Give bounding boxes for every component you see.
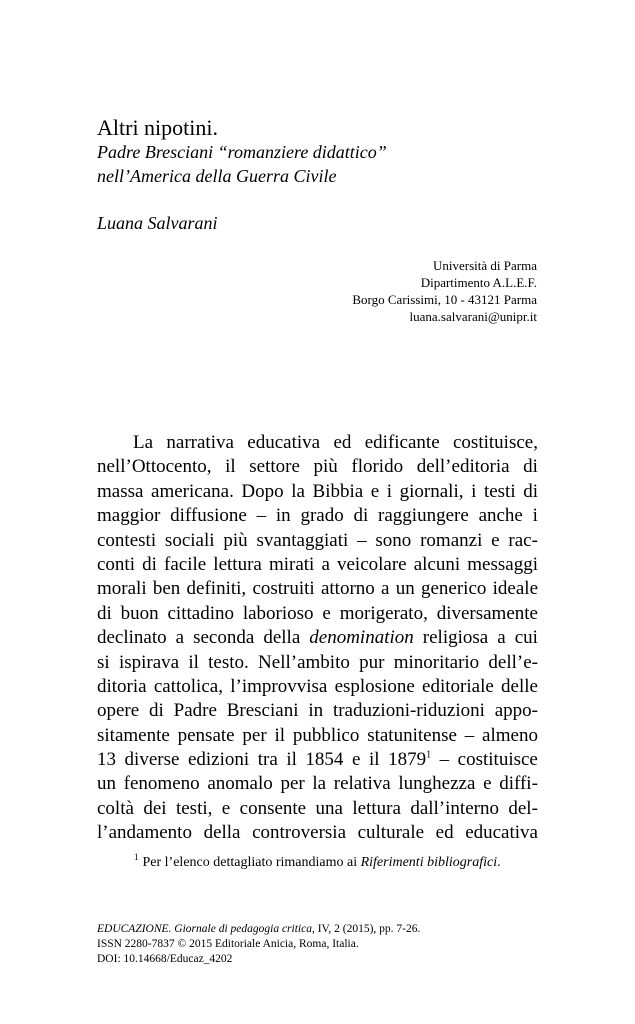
body-word: lettura [352, 797, 401, 819]
body-word: Padre [173, 700, 217, 722]
body-word: consente [239, 797, 307, 819]
affiliation-department: Dipartimento A.L.E.F. [420, 275, 537, 290]
body-word: florido [351, 456, 404, 478]
journal-issue: , IV, 2 (2015), pp. 7-26. [311, 923, 421, 935]
body-word: svantaggiati [256, 529, 349, 551]
body-word: ispirava [118, 651, 180, 673]
body-word: massa [97, 480, 144, 502]
body-word: – [357, 529, 367, 551]
body-word: edificante [364, 432, 440, 453]
body-word: contesti [97, 529, 157, 551]
body-word: – [464, 724, 475, 746]
body-word: il [286, 749, 297, 771]
body-word: cattolica, [153, 675, 223, 697]
body-line [97, 772, 538, 796]
body-word: l’improvvisa [230, 675, 328, 697]
body-word: costruiti [252, 578, 315, 600]
body-word: ed [435, 822, 454, 844]
body-word: raggiungere [378, 505, 469, 527]
body-word: e [491, 529, 500, 551]
body-line [97, 626, 538, 650]
body-word: diffusione [170, 505, 247, 527]
body-word: la [312, 773, 327, 795]
body-word: – [439, 749, 450, 771]
body-word: in [275, 505, 291, 527]
issn-line: ISSN 2280-7837 © 2015 Editoriale Anicia, Roma, Italia. [97, 938, 359, 950]
body-word: messaggi [467, 553, 538, 575]
body-word: nell’Ottocento, [97, 456, 212, 478]
body-word: delle [501, 675, 538, 697]
body-word: Bibbia [312, 480, 364, 502]
body-word: educativa [465, 822, 538, 844]
body-word: almeno [482, 724, 538, 746]
body-word: attorno [320, 578, 375, 600]
affiliation-email: luana.salvarani@unipr.it [409, 309, 537, 324]
body-word: cui [514, 627, 538, 649]
body-word: e [322, 602, 331, 624]
article-subtitle-line-1: Padre Bresciani “romanziere didattico” [97, 142, 387, 162]
body-word: – [256, 505, 267, 527]
body-line [97, 821, 538, 845]
body-word: 13 [97, 749, 116, 771]
body-word: traduzioni-riduzioni [332, 700, 485, 722]
body-word: della [203, 822, 241, 844]
body-word: coltà [97, 797, 134, 819]
body-word: un [97, 773, 116, 795]
body-word: La [133, 432, 154, 453]
body-word: veicolare [336, 553, 407, 575]
body-word: giornali, [399, 480, 464, 502]
body-word: ideale [492, 578, 538, 600]
affiliation-address: Borgo Carissimi, 10 - 43121 Parma [352, 292, 537, 307]
body-word: 1879$^1$ [388, 749, 432, 771]
body-word: una [315, 797, 343, 819]
body-word: i [386, 480, 393, 502]
body-word: religiosa [422, 627, 489, 649]
body-word: relativa [333, 773, 391, 795]
body-word: della [263, 627, 301, 649]
body-word: dell’editoria [416, 456, 510, 478]
body-word: a [175, 627, 185, 649]
body-word: grado [300, 505, 344, 527]
body-word: testi [483, 480, 516, 502]
body-word: di [523, 480, 538, 502]
body-word: tra [257, 749, 278, 771]
body-word: testi, [175, 797, 213, 819]
body-line [97, 675, 538, 699]
body-word: diversamente [436, 602, 538, 624]
body-line [97, 724, 538, 748]
body-word: anomalo [207, 773, 273, 795]
body-line [97, 748, 538, 772]
body-word: testo. [208, 651, 249, 673]
affiliation-university: Università di Parma [433, 258, 537, 273]
doi-line: DOI: 10.14668/Educaz_4202 [97, 953, 233, 965]
body-word: ed [333, 432, 352, 453]
body-word: di [142, 553, 157, 575]
body-line [97, 651, 538, 675]
body-word: facile [164, 553, 207, 575]
body-word: narrativa [166, 432, 234, 453]
body-word: rac- [508, 529, 538, 551]
body-word: settore [249, 456, 300, 478]
footnote-number: 1 [134, 852, 139, 863]
article-subtitle-line-2: nell’America della Guerra Civile [97, 166, 337, 186]
footnote [134, 853, 554, 873]
body-word: dell’e- [488, 651, 538, 673]
body-word: lunghezza [398, 773, 476, 795]
body-word: editoriale [422, 675, 494, 697]
body-word: definiti, [186, 578, 247, 600]
body-word: pubblico [292, 724, 360, 746]
body-line [97, 529, 538, 553]
body-word: per [242, 724, 267, 746]
body-word: si [97, 651, 110, 673]
body-line [97, 797, 538, 821]
body-line [97, 431, 538, 455]
body-word: costituisce, [453, 432, 538, 453]
body-word: romanzi [420, 529, 483, 551]
body-word: di [523, 456, 538, 478]
body-word: l’andamento [97, 822, 192, 844]
body-word: Dopo [241, 480, 284, 502]
body-word: morali [97, 578, 147, 600]
footnote-italic-ref: Riferimenti bibliografici [360, 855, 498, 870]
body-word: sitamente [97, 724, 170, 746]
author-name: Luana Salvarani [97, 213, 218, 233]
body-word: i [532, 505, 538, 527]
body-word: più [223, 529, 248, 551]
body-word: mirati [268, 553, 315, 575]
body-word: pensate [177, 724, 235, 746]
body-word: in [308, 700, 324, 722]
body-word: generico [420, 578, 487, 600]
body-line [97, 699, 538, 723]
body-word: e [351, 749, 361, 771]
body-line [97, 602, 538, 626]
body-word: di [353, 505, 369, 527]
body-word: il [368, 749, 380, 771]
body-word: il [274, 724, 286, 746]
body-word: la [291, 480, 305, 502]
body-word: conti [97, 553, 135, 575]
body-word: denomination [309, 627, 414, 649]
body-word: declinato [97, 627, 167, 649]
body-word: Bresciani [226, 700, 299, 722]
body-word: 1854 [305, 749, 344, 771]
article-title: Altri nipotini. [97, 115, 218, 140]
body-word: il [225, 456, 236, 478]
body-word: minoritario [393, 651, 480, 673]
body-word: i [471, 480, 477, 502]
body-word: controversia [252, 822, 346, 844]
journal-citation [97, 921, 420, 937]
body-word: culturale [357, 822, 425, 844]
body-word: più [313, 456, 338, 478]
body-word: dei [143, 797, 167, 819]
body-word: un [395, 578, 415, 600]
body-word: costituisce [457, 749, 538, 771]
footnote-end: . [497, 855, 501, 870]
body-word: di [149, 700, 164, 722]
body-word: dall’interno [410, 797, 499, 819]
body-word: alcuni [413, 553, 461, 575]
body-line [97, 577, 538, 601]
body-word: lettura [213, 553, 262, 575]
body-line [97, 504, 538, 528]
body-word: statunitense [367, 724, 457, 746]
body-word: fenomeno [123, 773, 200, 795]
body-word: appo- [494, 700, 538, 722]
journal-name: EDUCAZIONE. Giornale di pedagogia critica [97, 923, 312, 935]
body-word: maggior [97, 505, 161, 527]
body-word: ben [152, 578, 181, 600]
body-word: per [280, 773, 305, 795]
body-word: a [497, 627, 506, 649]
body-word: buon [120, 602, 159, 624]
body-word: anche [478, 505, 523, 527]
body-word: il [188, 651, 199, 673]
body-word: e [370, 480, 380, 502]
body-word: di [97, 602, 112, 624]
footnote-text: Per l’elenco dettagliato rimandiamo ai [142, 855, 361, 870]
body-word: cittadino [167, 602, 234, 624]
body-word: Nell’ambito [258, 651, 350, 673]
body-word: pur [359, 651, 385, 673]
body-word: americana. [151, 480, 234, 502]
body-word: e [221, 797, 231, 819]
body-word: a [381, 578, 390, 600]
body-word: morigerato, [339, 602, 428, 624]
body-word: opere [97, 700, 140, 722]
body-word: seconda [193, 627, 255, 649]
body-word: sono [375, 529, 412, 551]
body-word: e [483, 773, 492, 795]
body-paragraph [97, 431, 538, 846]
body-word: diverse [124, 749, 180, 771]
body-line [97, 553, 538, 577]
body-word: ditoria [97, 675, 147, 697]
body-word: edizioni [187, 749, 250, 771]
body-word: sociali [164, 529, 215, 551]
body-word: esplosione [334, 675, 415, 697]
body-word: del- [508, 797, 538, 819]
body-word: educativa [247, 432, 321, 453]
body-word: diffi- [499, 773, 538, 795]
body-word: laborioso [242, 602, 314, 624]
body-line [97, 455, 538, 479]
body-line [97, 480, 538, 504]
body-word: a [321, 553, 330, 575]
